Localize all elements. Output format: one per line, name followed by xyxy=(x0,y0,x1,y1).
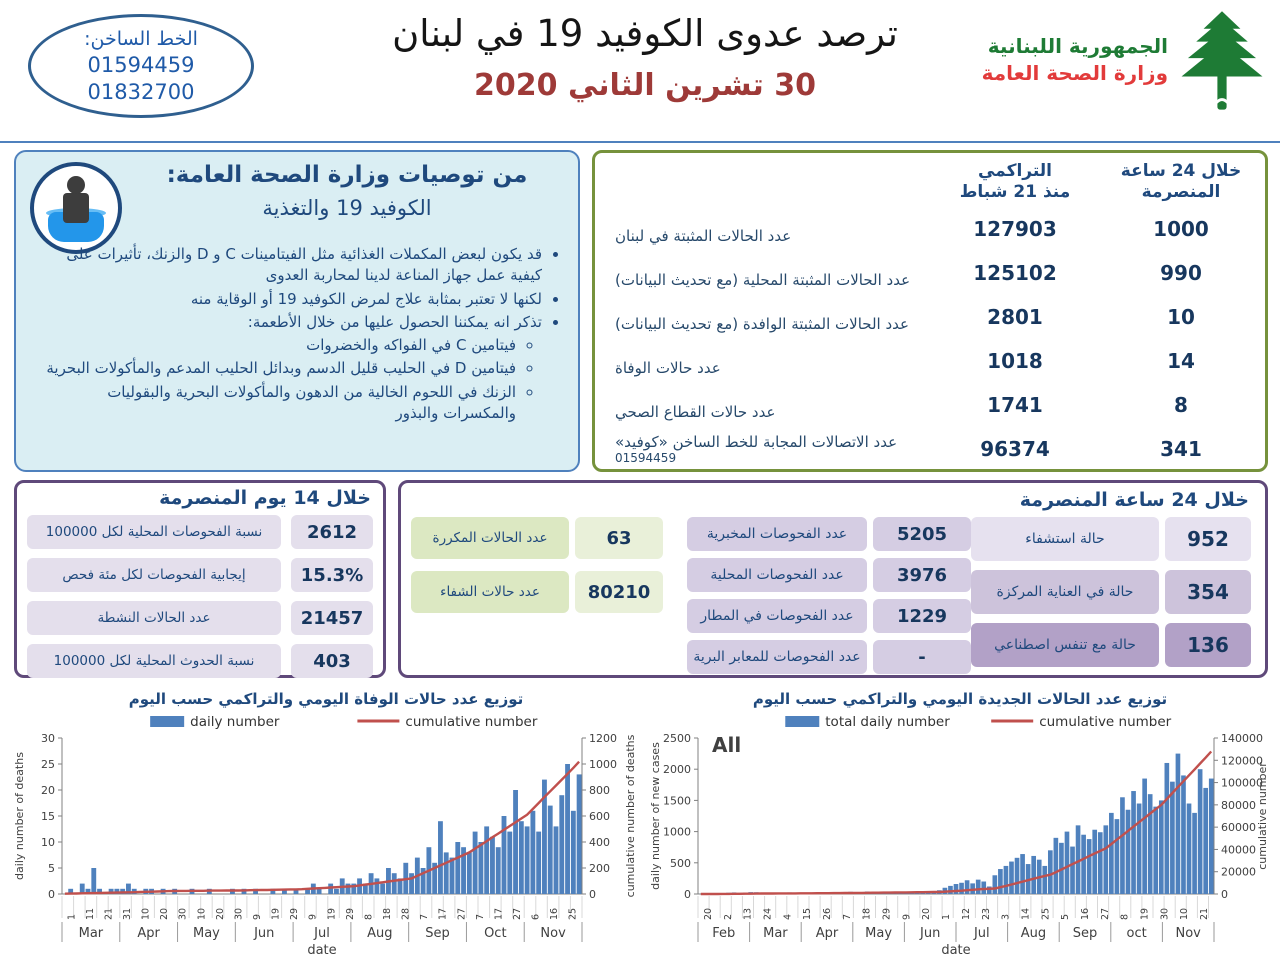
svg-text:20: 20 xyxy=(702,907,714,920)
legend-bar-swatch xyxy=(150,716,184,727)
column-header-cumulative: التراكمي منذ 21 شباط xyxy=(959,161,1071,203)
svg-text:Apr: Apr xyxy=(137,926,160,941)
stat-value: - xyxy=(873,640,971,674)
fourteen-day-title: خلال 14 يوم المنصرمة xyxy=(159,487,371,509)
svg-text:60000: 60000 xyxy=(1221,821,1256,835)
svg-text:25: 25 xyxy=(567,907,579,920)
svg-text:1: 1 xyxy=(66,913,78,920)
ministry-line1: الجمهورية اللبنانية xyxy=(987,34,1168,58)
stat-row xyxy=(687,640,971,674)
svg-text:19: 19 xyxy=(270,907,282,920)
svg-text:400: 400 xyxy=(589,836,610,849)
report-date: 30 تشرين الثاني 2020 xyxy=(474,68,816,103)
stat-value: 80210 xyxy=(575,571,663,613)
stat-label: عدد الحالات النشطة xyxy=(27,601,281,635)
svg-text:6: 6 xyxy=(530,913,542,920)
stat-value: 3976 xyxy=(873,558,971,592)
svg-text:Nov: Nov xyxy=(540,926,566,941)
svg-text:18: 18 xyxy=(861,907,873,920)
recovered-group xyxy=(411,517,663,625)
svg-text:1000: 1000 xyxy=(589,758,617,771)
svg-text:May: May xyxy=(192,926,220,941)
table-row-24h-value: 14 xyxy=(1167,349,1195,373)
svg-text:29: 29 xyxy=(881,907,893,920)
svg-text:9: 9 xyxy=(901,913,913,920)
svg-text:Feb: Feb xyxy=(712,926,736,941)
svg-text:24: 24 xyxy=(762,907,774,920)
table-row-24h-value: 990 xyxy=(1160,261,1202,285)
recommendations-subheading: الكوفيد 19 والتغذية xyxy=(262,196,432,220)
sub-bullet-3: ◦ الزنك في اللحوم الخالية من الدهون والمأكولات البحرية والبقوليات والمكسرات والبذور xyxy=(40,382,516,425)
table-row-24h-value: 341 xyxy=(1160,437,1202,461)
table-row-label: عدد الحالات المثبتة المحلية (مع تحديث البيانات) xyxy=(615,271,911,290)
stat-row xyxy=(971,570,1253,614)
chart-title: توزيع عدد الحالات الجديدة اليومي والتراكمي حسب اليوم xyxy=(752,690,1168,708)
svg-text:21: 21 xyxy=(103,907,115,920)
x-day-ticks xyxy=(698,896,1209,918)
y-axis-left-label: daily number of new cases xyxy=(649,742,662,890)
table-row-cumulative-value: 127903 xyxy=(973,217,1057,241)
svg-text:800: 800 xyxy=(589,784,610,797)
svg-text:120000: 120000 xyxy=(1221,754,1263,768)
svg-text:20: 20 xyxy=(921,907,933,920)
svg-text:20000: 20000 xyxy=(1221,865,1256,879)
stat-label: حالة مع تنفس اصطناعي xyxy=(971,623,1159,667)
svg-text:7: 7 xyxy=(419,913,431,920)
hotline-number-1: 01594459 xyxy=(87,52,195,77)
table-row-24h-value: 8 xyxy=(1174,393,1188,417)
svg-text:14: 14 xyxy=(1020,907,1032,920)
svg-text:27: 27 xyxy=(456,907,468,920)
tests-group xyxy=(687,517,971,681)
stat-label: نسبة الحدوث المحلية لكل 100000 xyxy=(27,644,281,678)
y-axis-right-label: cumulative number of deaths xyxy=(624,734,637,898)
svg-text:13: 13 xyxy=(742,907,754,920)
bullet-3: • تذكر انه يمكننا الحصول عليها من خلال الأطعمة: xyxy=(34,312,542,333)
svg-text:7: 7 xyxy=(474,913,486,920)
recommendations-box xyxy=(14,150,580,472)
svg-text:20: 20 xyxy=(41,784,55,797)
svg-text:May: May xyxy=(865,926,893,941)
svg-text:80000: 80000 xyxy=(1221,798,1256,812)
svg-text:Sep: Sep xyxy=(425,926,450,941)
svg-text:27: 27 xyxy=(1099,907,1111,920)
table-row-cumulative-value: 1018 xyxy=(987,349,1043,373)
svg-text:500: 500 xyxy=(670,856,691,870)
ministry-name xyxy=(982,33,1168,87)
svg-text:16: 16 xyxy=(1080,907,1091,920)
svg-text:17: 17 xyxy=(493,907,505,920)
hotline-number-in-label: 01594459 xyxy=(615,450,677,465)
stat-row xyxy=(27,558,373,592)
svg-text:8: 8 xyxy=(1119,913,1131,920)
table-row-label: عدد حالات الوفاة xyxy=(615,359,721,378)
stat-label: حالة في العناية المركزة xyxy=(971,570,1159,614)
svg-text:0: 0 xyxy=(684,888,691,901)
svg-text:Mar: Mar xyxy=(763,926,788,941)
table-row-cumulative-value: 96374 xyxy=(980,437,1050,461)
svg-text:9: 9 xyxy=(252,913,263,920)
svg-text:Jul: Jul xyxy=(973,926,990,941)
svg-text:11: 11 xyxy=(84,907,96,920)
svg-text:27: 27 xyxy=(512,907,523,920)
table-row-cumulative-value: 1741 xyxy=(987,393,1043,417)
y-axis-right-label: cumulative number xyxy=(1256,762,1269,870)
svg-text:15: 15 xyxy=(41,810,55,823)
stat-value: 952 xyxy=(1165,517,1251,561)
stat-row xyxy=(687,517,971,551)
bullet-1: • قد يكون لبعض المكملات الغذائية مثل الفيتامينات C و D والزنك، تأثيرات على كيفية عمل جهاز المناعة لدينا لمحاربة العدوى xyxy=(34,244,542,287)
svg-text:600: 600 xyxy=(589,810,610,823)
table-row-cumulative-value: 2801 xyxy=(987,305,1043,329)
daily-deaths-chart xyxy=(12,688,640,958)
svg-text:21: 21 xyxy=(1199,907,1211,920)
stat-label: نسبة الفحوصات المحلية لكل 100000 xyxy=(27,515,281,549)
table-row-label: عدد الحالات المثبتة الوافدة (مع تحديث البيانات) xyxy=(615,315,909,334)
y-axis-left-label: daily number of deaths xyxy=(13,752,26,880)
stat-label: حالة استشفاء xyxy=(971,517,1159,561)
sub-bullet-1: ◦ فيتامين C في الفواكه والخضروات xyxy=(40,335,516,356)
bullet-2: • لكنها لا تعتبر بمثابة علاج لمرض الكوفيد 19 أو الوقاية منه xyxy=(34,289,542,310)
stat-value: 136 xyxy=(1165,623,1251,667)
table-row-cumulative-value: 125102 xyxy=(973,261,1057,285)
ministry-line2: وزارة الصحة العامة xyxy=(981,61,1168,85)
stat-row xyxy=(411,517,663,559)
stat-label: إيجابية الفحوصات لكل مئة فحص xyxy=(27,558,281,592)
svg-text:25: 25 xyxy=(1040,907,1052,920)
svg-text:30: 30 xyxy=(1159,907,1171,920)
all-label: All xyxy=(712,733,742,757)
svg-text:Nov: Nov xyxy=(1175,926,1201,941)
stat-row xyxy=(27,644,373,678)
svg-text:2000: 2000 xyxy=(663,763,691,777)
table-row-label: عدد الحالات المثبتة في لبنان xyxy=(615,227,792,246)
svg-text:7: 7 xyxy=(841,913,853,920)
stat-value: 2612 xyxy=(291,515,373,549)
page-title: ترصد عدوى الكوفيد 19 في لبنان xyxy=(392,12,898,55)
table-row-label: عدد الاتصالات المجابة للخط الساخن «كوفيد» 01594459 xyxy=(615,433,898,465)
recommendations-heading: من توصيات وزارة الصحة العامة: xyxy=(166,162,528,188)
svg-text:18: 18 xyxy=(382,907,393,920)
svg-text:15: 15 xyxy=(802,907,814,920)
svg-text:10: 10 xyxy=(1179,907,1191,920)
stat-row xyxy=(971,517,1253,561)
stat-label: عدد الفحوصات في المطار xyxy=(687,599,867,633)
svg-text:Jul: Jul xyxy=(314,926,330,941)
legend-bar-label: daily number xyxy=(190,714,280,730)
svg-text:Apr: Apr xyxy=(815,926,839,941)
svg-text:19: 19 xyxy=(1139,907,1151,920)
svg-text:17: 17 xyxy=(437,907,449,920)
stat-value: 63 xyxy=(575,517,663,559)
svg-text:16: 16 xyxy=(549,907,561,920)
cedar-tree-icon xyxy=(1176,8,1268,112)
svg-text:2500: 2500 xyxy=(663,732,691,745)
fourteen-day-stats-box xyxy=(14,480,386,678)
svg-text:20: 20 xyxy=(159,907,171,920)
stat-value: 21457 xyxy=(291,601,373,635)
svg-text:1: 1 xyxy=(941,913,953,920)
svg-text:1000: 1000 xyxy=(663,825,691,839)
svg-text:4: 4 xyxy=(782,913,794,920)
twenty-four-hour-title: خلال 24 ساعة المنصرمة xyxy=(1019,489,1249,511)
stat-row xyxy=(27,515,373,549)
svg-text:oct: oct xyxy=(1126,926,1147,941)
svg-text:25: 25 xyxy=(41,758,55,771)
svg-text:Jun: Jun xyxy=(920,926,941,941)
stat-row xyxy=(687,599,971,633)
legend-bar-label: total daily number xyxy=(825,714,950,730)
stat-label: عدد حالات الشفاء xyxy=(411,571,569,613)
recommendations-list xyxy=(28,244,568,426)
svg-text:2: 2 xyxy=(722,913,734,920)
svg-text:30: 30 xyxy=(233,907,245,920)
stat-value: 5205 xyxy=(873,517,971,551)
svg-text:31: 31 xyxy=(122,907,133,920)
stat-value: 1229 xyxy=(873,599,971,633)
sub-bullet-2: ◦ فيتامين D في الحليب قليل الدسم وبدائل الحليب المدعم والمأكولات البحرية xyxy=(40,358,516,379)
svg-text:10: 10 xyxy=(196,907,208,920)
ministry-logo xyxy=(982,8,1268,112)
svg-text:0: 0 xyxy=(48,888,55,901)
nutrition-person-icon xyxy=(30,162,122,254)
svg-text:Aug: Aug xyxy=(367,926,393,941)
svg-text:100000: 100000 xyxy=(1221,776,1263,790)
svg-text:Jun: Jun xyxy=(254,926,275,941)
stat-label: عدد الفحوصات المخبرية xyxy=(687,517,867,551)
svg-text:29: 29 xyxy=(289,907,301,920)
svg-text:10: 10 xyxy=(140,907,152,920)
svg-text:12: 12 xyxy=(960,907,972,920)
x-axis-label: date xyxy=(307,943,337,958)
column-header-24h: خلال 24 ساعة المنصرمة xyxy=(1120,161,1242,203)
stat-row xyxy=(27,601,373,635)
hotline-badge xyxy=(28,14,254,118)
stat-label: عدد الحالات المكررة xyxy=(411,517,569,559)
svg-text:Sep: Sep xyxy=(1072,926,1098,941)
svg-text:26: 26 xyxy=(822,907,833,920)
daily-new-cases-chart xyxy=(648,688,1272,958)
stat-row xyxy=(687,558,971,592)
legend-line-label: cumulative number xyxy=(405,714,538,730)
chart-title: توزيع عدد حالات الوفاة اليومي والتراكمي حسب اليوم xyxy=(128,690,524,708)
legend-line-label: cumulative number xyxy=(1039,714,1172,730)
svg-text:20: 20 xyxy=(214,907,226,920)
svg-text:5: 5 xyxy=(1060,913,1072,920)
svg-text:5: 5 xyxy=(48,862,55,875)
svg-text:Aug: Aug xyxy=(1020,926,1047,941)
svg-text:8: 8 xyxy=(363,913,375,920)
svg-text:1200: 1200 xyxy=(589,732,617,745)
legend-bar-swatch xyxy=(785,716,819,727)
x-axis-label: date xyxy=(941,943,971,958)
svg-text:23: 23 xyxy=(980,907,992,920)
header-divider xyxy=(0,141,1280,143)
svg-text:30: 30 xyxy=(41,732,55,745)
svg-text:0: 0 xyxy=(1221,888,1228,901)
svg-text:28: 28 xyxy=(400,907,412,920)
svg-text:Mar: Mar xyxy=(78,926,104,941)
svg-text:Oct: Oct xyxy=(484,926,507,941)
hospitalization-group xyxy=(971,517,1253,676)
stat-label: عدد الفحوصات للمعابر البرية xyxy=(687,640,867,674)
stat-value: 15.3% xyxy=(291,558,373,592)
cumulative-stats-table xyxy=(592,150,1268,472)
twenty-four-hour-stats-box xyxy=(398,480,1268,678)
svg-text:0: 0 xyxy=(589,888,596,901)
table-row-label: عدد حالات القطاع الصحي xyxy=(615,403,776,422)
svg-text:140000: 140000 xyxy=(1221,732,1263,745)
stat-value: 403 xyxy=(291,644,373,678)
svg-text:30: 30 xyxy=(177,907,189,920)
svg-text:40000: 40000 xyxy=(1221,843,1256,857)
svg-text:9: 9 xyxy=(307,913,319,920)
svg-text:29: 29 xyxy=(344,907,356,920)
svg-text:3: 3 xyxy=(1000,913,1012,920)
svg-text:200: 200 xyxy=(589,862,610,875)
svg-text:10: 10 xyxy=(41,836,55,849)
stat-row xyxy=(971,623,1253,667)
svg-text:1500: 1500 xyxy=(663,794,691,808)
hotline-number-2: 01832700 xyxy=(87,79,195,104)
hotline-label: الخط الساخن: xyxy=(84,28,198,50)
stat-value: 354 xyxy=(1165,570,1251,614)
table-row-24h-value: 1000 xyxy=(1153,217,1209,241)
stat-row xyxy=(411,571,663,613)
stat-label: عدد الفحوصات المحلية xyxy=(687,558,867,592)
svg-text:19: 19 xyxy=(326,907,338,920)
table-row-24h-value: 10 xyxy=(1167,305,1195,329)
